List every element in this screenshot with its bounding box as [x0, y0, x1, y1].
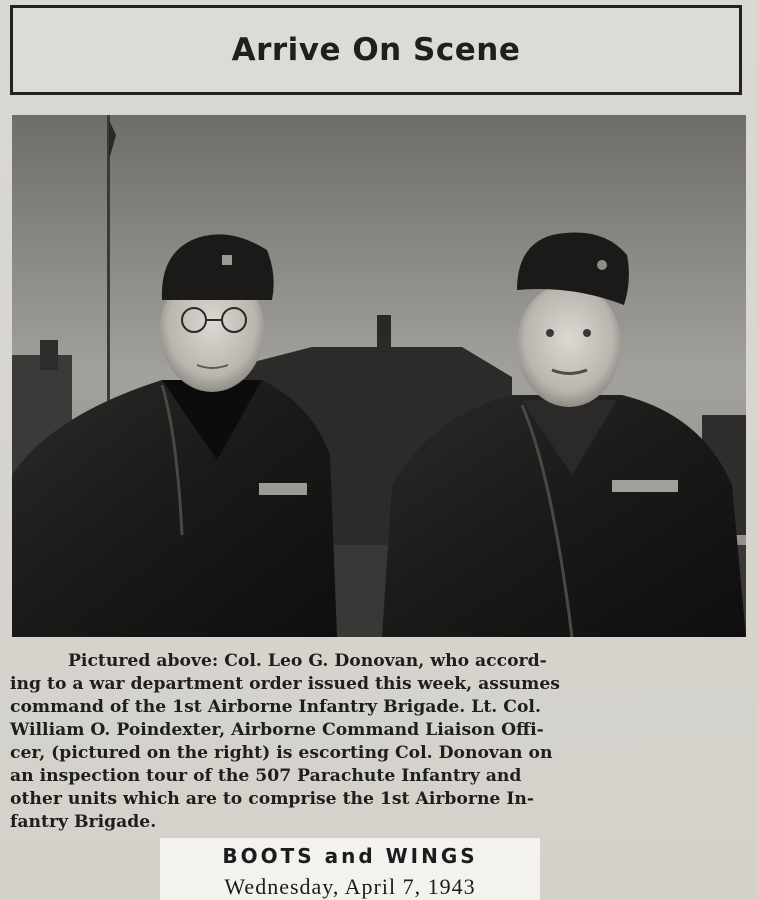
newspaper-masthead — [160, 838, 540, 900]
caption-line: fantry Brigade. — [10, 812, 157, 832]
headline: Arrive On Scene — [231, 32, 521, 68]
photo-caption — [10, 650, 748, 834]
photograph — [12, 115, 746, 637]
caption-line: other units which are to comprise the 1st Airborne In- — [10, 789, 535, 809]
masthead-title: BOOTS and WINGS — [222, 844, 478, 868]
photo-two-officers — [12, 115, 746, 637]
caption-line: ing to a war department order issued this week, assumes — [10, 674, 560, 694]
caption-line: William O. Poindexter, Airborne Command Liaison Offi- — [10, 720, 544, 740]
masthead-date: Wednesday, April 7, 1943 — [224, 874, 476, 899]
caption-line: Pictured above: Col. Leo G. Donovan, who accord- — [68, 651, 547, 671]
caption-line: cer, (pictured on the right) is escorting Col. Donovan on — [10, 743, 553, 763]
caption-line: command of the 1st Airborne Infantry Brigade. Lt. Col. — [10, 697, 541, 717]
headline-box — [10, 5, 742, 95]
caption-line: an inspection tour of the 507 Parachute Infantry and — [10, 766, 522, 786]
